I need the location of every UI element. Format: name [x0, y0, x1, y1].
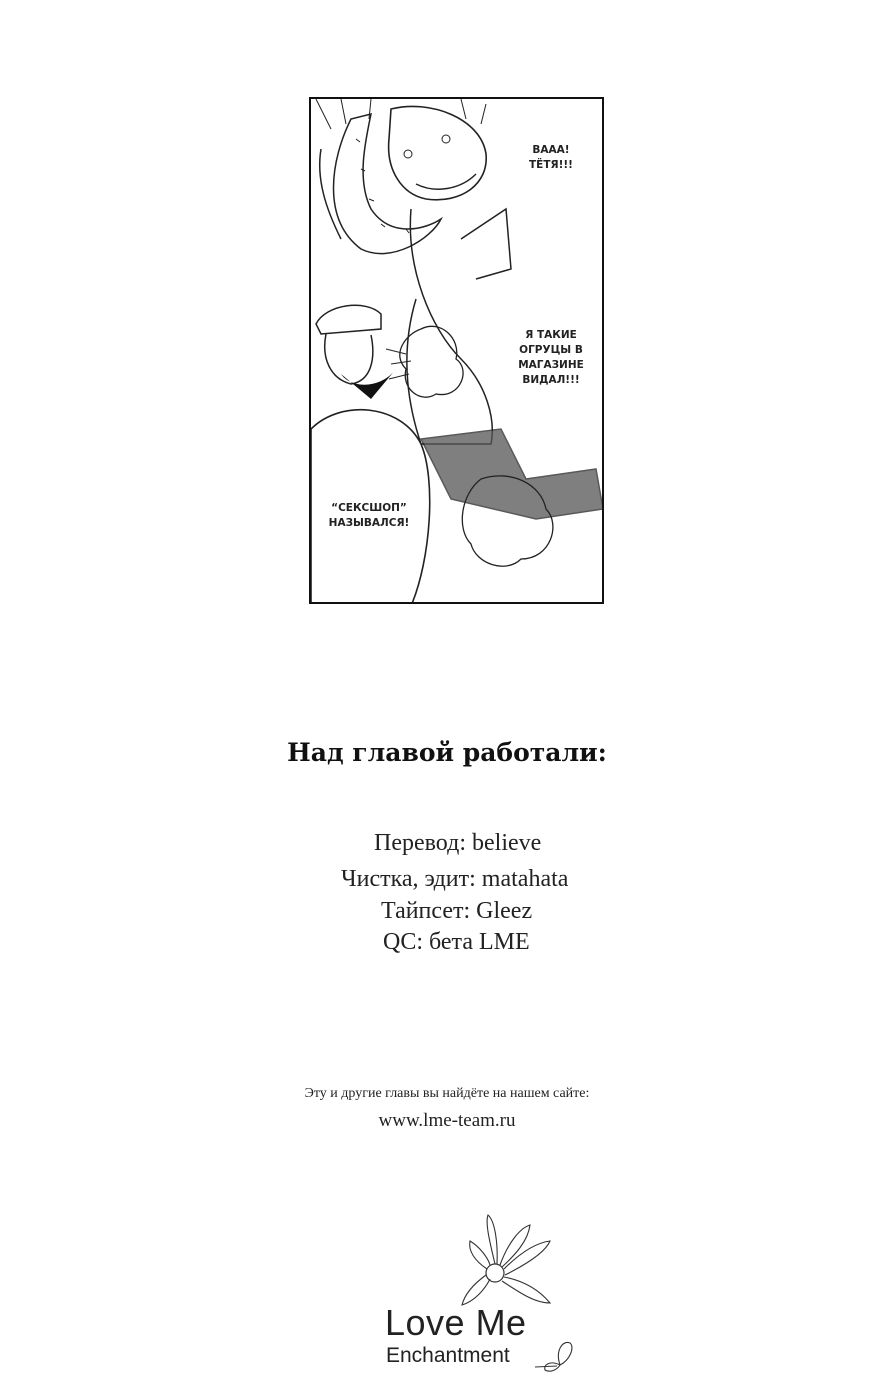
flower-icon [450, 1213, 560, 1308]
butterfly-icon [535, 1335, 585, 1375]
site-url[interactable]: www.lme-team.ru [378, 1110, 516, 1131]
credit-cleaning: Чистка, эдит: matahata [341, 866, 569, 892]
speech-bubble-3: “СЕКСШОП” НАЗЫВАЛСЯ! [328, 502, 410, 529]
speech-bubble-1: ВААА! ТЁТЯ!!! [529, 144, 573, 171]
credits-title: Над главой работали: [287, 738, 607, 767]
credit-translation: Перевод: believe [374, 830, 542, 856]
speech-bubble-2: Я ТАКИЕ ОГРУЦЫ В МАГАЗИНЕ ВИДАЛ!!! [518, 329, 584, 386]
manga-panel [309, 97, 604, 604]
credit-typeset: Тайпсет: Gleez [381, 898, 533, 924]
logo-enchantment: Enchantment [386, 1344, 510, 1367]
credit-qc: QC: бета LME [383, 929, 530, 955]
logo-love-me: Love Me [385, 1302, 527, 1343]
site-note: Эту и другие главы вы найдёте на нашем сайте: [304, 1086, 590, 1101]
